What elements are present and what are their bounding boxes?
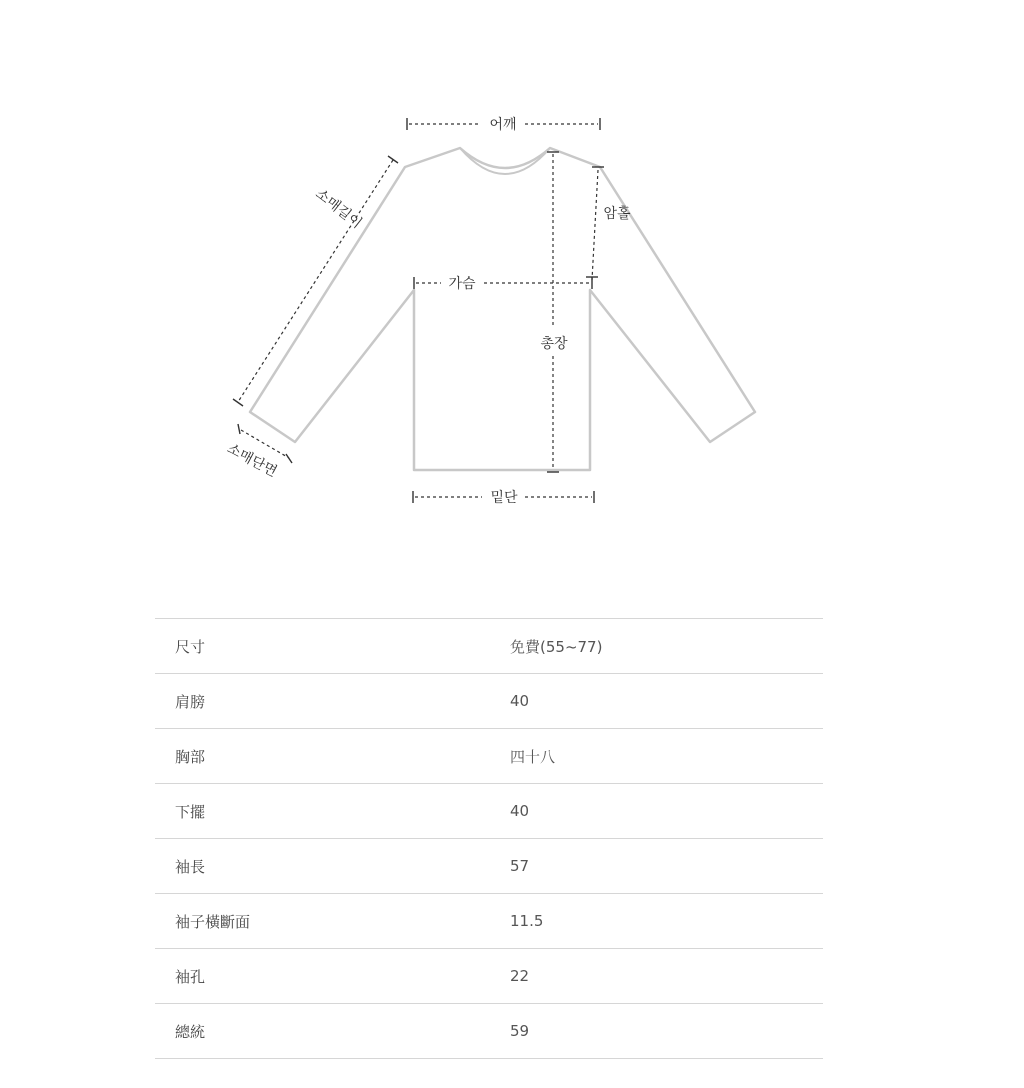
chest-dimension xyxy=(414,277,598,289)
row-label: 尺寸 xyxy=(155,619,510,674)
armhole-label: 암홀 xyxy=(603,206,631,222)
row-value: 40 xyxy=(510,674,823,729)
table-row xyxy=(155,729,823,784)
table-row xyxy=(155,674,823,729)
table-row xyxy=(155,784,823,839)
row-value: 11.5 xyxy=(510,894,823,949)
hem-label: 밑단 xyxy=(490,490,518,506)
row-label: 總統 xyxy=(155,1004,510,1059)
row-value: 59 xyxy=(510,1004,823,1059)
row-label: 肩膀 xyxy=(155,674,510,729)
row-value: 免費(55~77) xyxy=(510,619,823,674)
size-table xyxy=(155,618,823,1059)
total-length-dimension xyxy=(547,152,559,472)
sleeve-opening-label: 소매단면 xyxy=(224,440,280,481)
total-length-label: 총장 xyxy=(540,336,568,352)
armhole-dimension xyxy=(592,167,604,280)
shoulder-label: 어깨 xyxy=(489,117,517,133)
row-label: 袖子橫斷面 xyxy=(155,894,510,949)
row-label: 袖長 xyxy=(155,839,510,894)
row-value: 57 xyxy=(510,839,823,894)
row-value: 40 xyxy=(510,784,823,839)
table-row xyxy=(155,949,823,1004)
table-row xyxy=(155,839,823,894)
row-value: 四十八 xyxy=(510,729,823,784)
table-row xyxy=(155,894,823,949)
row-label: 下擺 xyxy=(155,784,510,839)
row-label: 袖孔 xyxy=(155,949,510,1004)
row-value: 22 xyxy=(510,949,823,1004)
table-row xyxy=(155,1004,823,1059)
chest-label: 가슴 xyxy=(448,276,476,292)
table-row xyxy=(155,619,823,674)
row-label: 胸部 xyxy=(155,729,510,784)
sleeve-length-label: 소매길이 xyxy=(312,185,365,232)
